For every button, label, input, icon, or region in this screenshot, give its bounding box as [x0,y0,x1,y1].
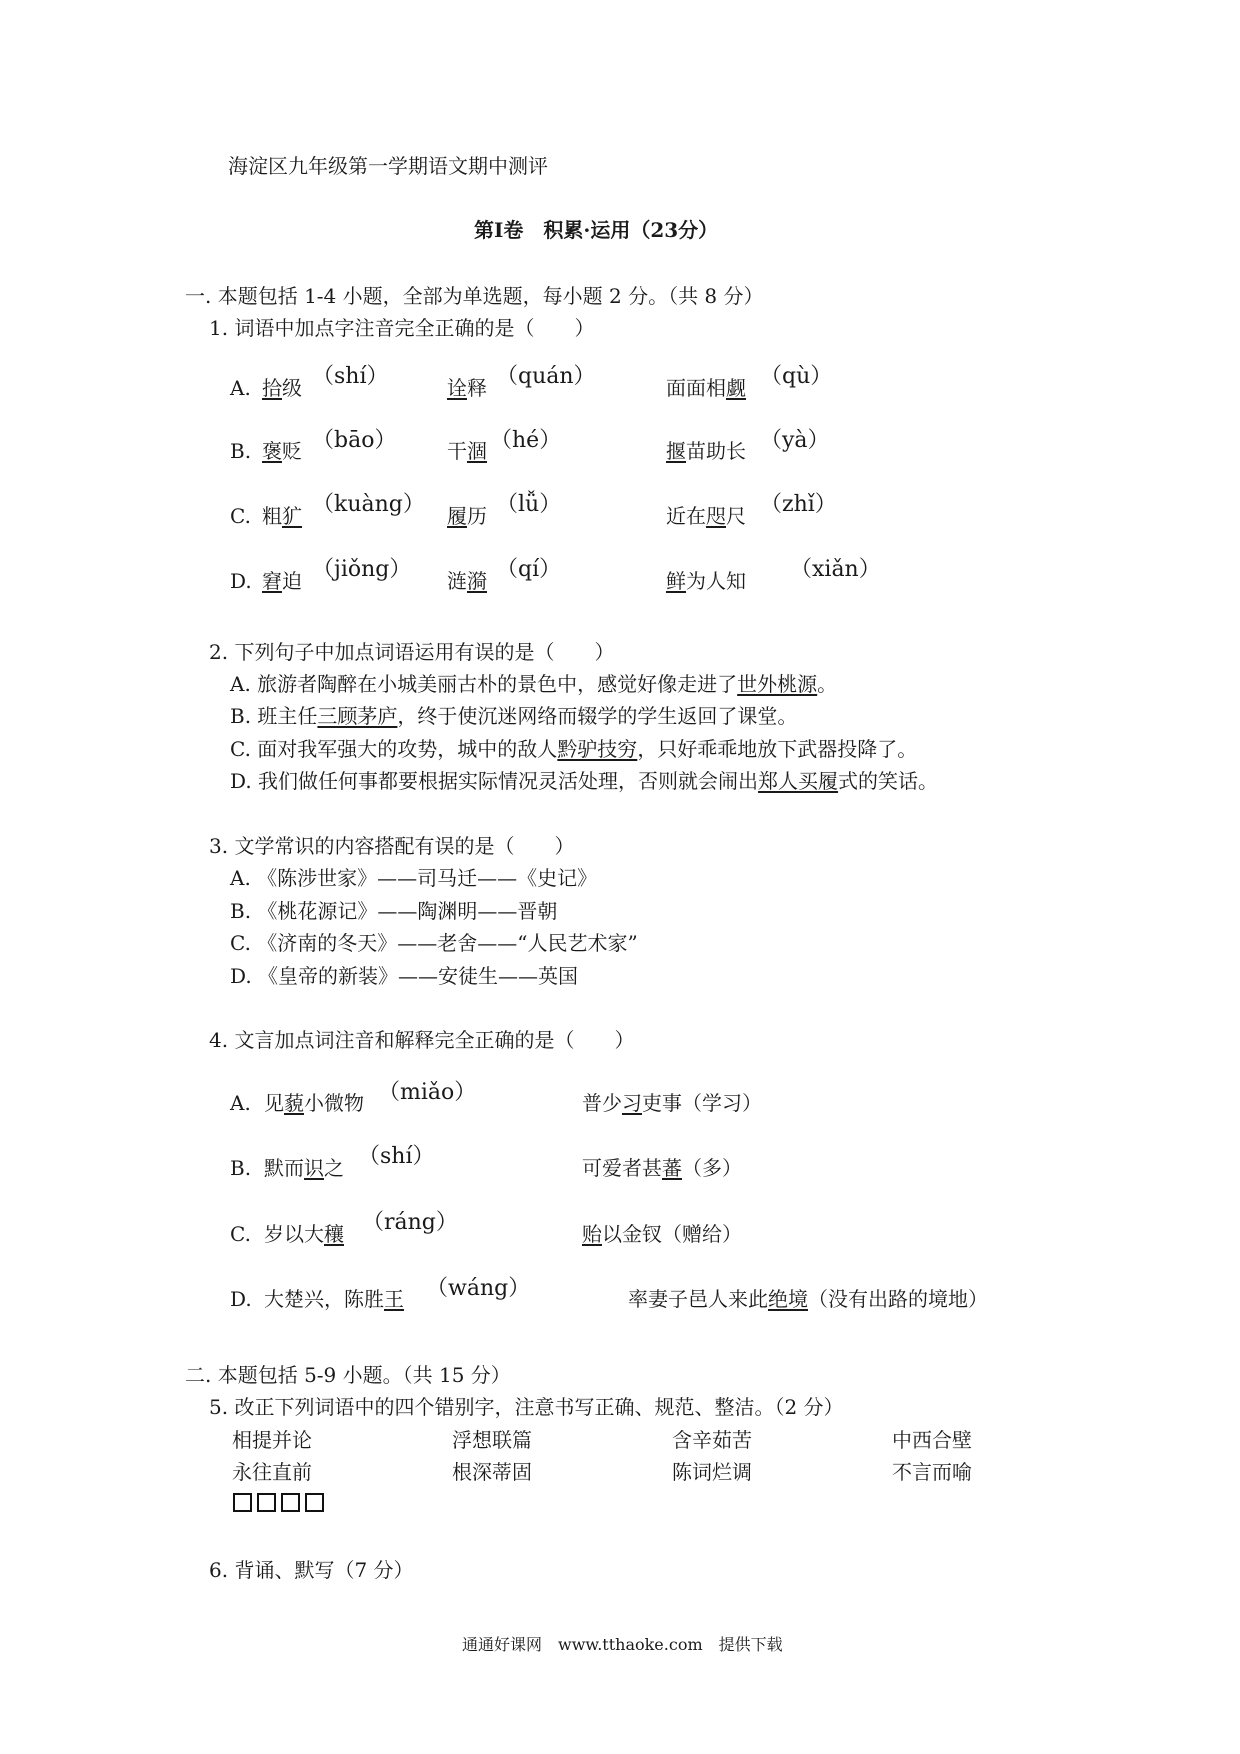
q4-c-left: 岁以大穰 [264,1222,344,1246]
q1-d-pinyin-2: （qí） [496,557,562,582]
q5-word: 根深蒂固 [452,1460,532,1484]
q5-word: 相提并论 [232,1428,312,1452]
answer-box[interactable] [257,1493,276,1512]
q4-c-pinyin: （ráng） [362,1210,458,1235]
q4-option-d-label: D. [230,1287,252,1311]
q2-option-c: C. 面对我军强大的攻势，城中的敌人黔驴技穷，只好乖乖地放下武器投降了。 [230,737,918,761]
answer-box[interactable] [281,1493,300,1512]
document-title: 海淀区九年级第一学期语文期中测评 [228,154,548,178]
q1-c-pinyin-3: （zhǐ） [760,492,837,517]
question-6-stem: 6. 背诵、默写（7 分） [209,1558,414,1582]
q3-option-d: D. 《皇帝的新装》——安徒生——英国 [230,964,579,988]
q5-word: 含辛茹苦 [672,1428,752,1452]
q5-word: 浮想联篇 [452,1428,532,1452]
q1-a-word-1: 拾级 [262,376,302,400]
q3-option-c: C. 《济南的冬天》——老舍——“人民艺术家” [230,931,638,955]
page-footer: 通通好课网 www.tthaoke.com 提供下载 [462,1635,783,1654]
q2-option-b: B. 班主任三顾茅庐，终于使沉迷网络而辍学的学生返回了课堂。 [230,704,798,728]
q1-a-word-3: 面面相觑 [666,376,746,400]
q1-a-pinyin-3: （qù） [760,364,833,389]
q4-option-b-label: B. [230,1156,252,1180]
answer-box[interactable] [305,1493,324,1512]
q1-c-pinyin-1: （kuàng） [312,492,425,517]
q1-a-word-2: 诠释 [447,376,487,400]
q2-option-a: A. 旅游者陶醉在小城美丽古朴的景色中，感觉好像走进了世外桃源。 [230,672,838,696]
question-4-stem: 4. 文言加点词注音和解释完全正确的是（ ） [209,1028,635,1052]
q5-word: 永往直前 [232,1460,312,1484]
q4-option-c-label: C. [230,1222,251,1246]
q4-b-left: 默而识之 [264,1156,344,1180]
q4-d-pinyin: （wáng） [426,1276,531,1301]
q1-option-b-label: B. [230,439,252,463]
q5-word: 陈词烂调 [672,1460,752,1484]
q1-b-word-1: 褒贬 [262,439,302,463]
q1-option-a-label: A. [230,376,251,400]
q1-option-c-label: C. [230,504,251,528]
q1-d-pinyin-3: （xiǎn） [790,557,881,582]
section-1-header: 一. 本题包括 1-4 小题，全部为单选题，每小题 2 分。（共 8 分） [185,284,764,308]
q3-option-b: B. 《桃花源记》——陶渊明——晋朝 [230,899,558,923]
q1-a-pinyin-2: （quán） [496,364,596,389]
answer-box[interactable] [233,1493,252,1512]
q5-word: 不言而喻 [892,1460,972,1484]
q1-c-word-3: 近在咫尺 [666,504,746,528]
q4-a-left: 见藐小微物 [264,1091,364,1115]
q1-c-word-1: 粗犷 [262,504,302,528]
q5-answer-boxes[interactable] [233,1493,324,1512]
q4-b-right: 可爱者甚蕃（多） [582,1156,742,1180]
q1-c-word-2: 履历 [447,504,487,528]
q1-d-word-1: 窘迫 [262,569,302,593]
q1-b-pinyin-1: （bāo） [312,428,397,453]
q1-d-word-2: 涟漪 [447,569,487,593]
q1-option-d-label: D. [230,569,252,593]
q4-d-right: 率妻子邑人来此绝境（没有出路的境地） [628,1287,988,1311]
q3-option-a: A. 《陈涉世家》——司马迁——《史记》 [230,866,598,890]
q4-b-pinyin: （shí） [358,1144,435,1169]
q1-d-word-3: 鲜为人知 [666,569,746,593]
q4-c-right: 贻以金钗（赠给） [582,1222,742,1246]
q1-b-word-2: 干涸 [447,439,487,463]
q1-b-pinyin-2: （hé） [490,428,562,453]
q1-d-pinyin-1: （jiǒng） [312,557,412,582]
question-2-stem: 2. 下列句子中加点词语运用有误的是（ ） [209,640,615,664]
q4-a-right: 普少习吏事（学习） [582,1091,762,1115]
q2-option-d: D. 我们做任何事都要根据实际情况灵活处理，否则就会闹出郑人买履式的笑话。 [230,769,939,793]
q1-c-pinyin-2: （lǚ） [496,492,562,517]
section-2-header: 二. 本题包括 5-9 小题。（共 15 分） [185,1363,511,1387]
q1-b-word-3: 揠苗助长 [666,439,746,463]
q4-d-left: 大楚兴，陈胜王 [264,1287,404,1311]
question-3-stem: 3. 文学常识的内容搭配有误的是（ ） [209,834,575,858]
volume-heading: 第Ⅰ卷 积累·运用（23分） [474,218,719,242]
q5-word: 中西合壁 [892,1428,972,1452]
q1-b-pinyin-3: （yà） [760,428,830,453]
q1-a-pinyin-1: （shí） [312,364,389,389]
q4-option-a-label: A. [230,1091,251,1115]
q4-a-pinyin: （miǎo） [378,1080,477,1105]
question-1-stem: 1. 词语中加点字注音完全正确的是（ ） [209,316,595,340]
question-5-stem: 5. 改正下列词语中的四个错别字，注意书写正确、规范、整洁。（2 分） [209,1395,844,1419]
